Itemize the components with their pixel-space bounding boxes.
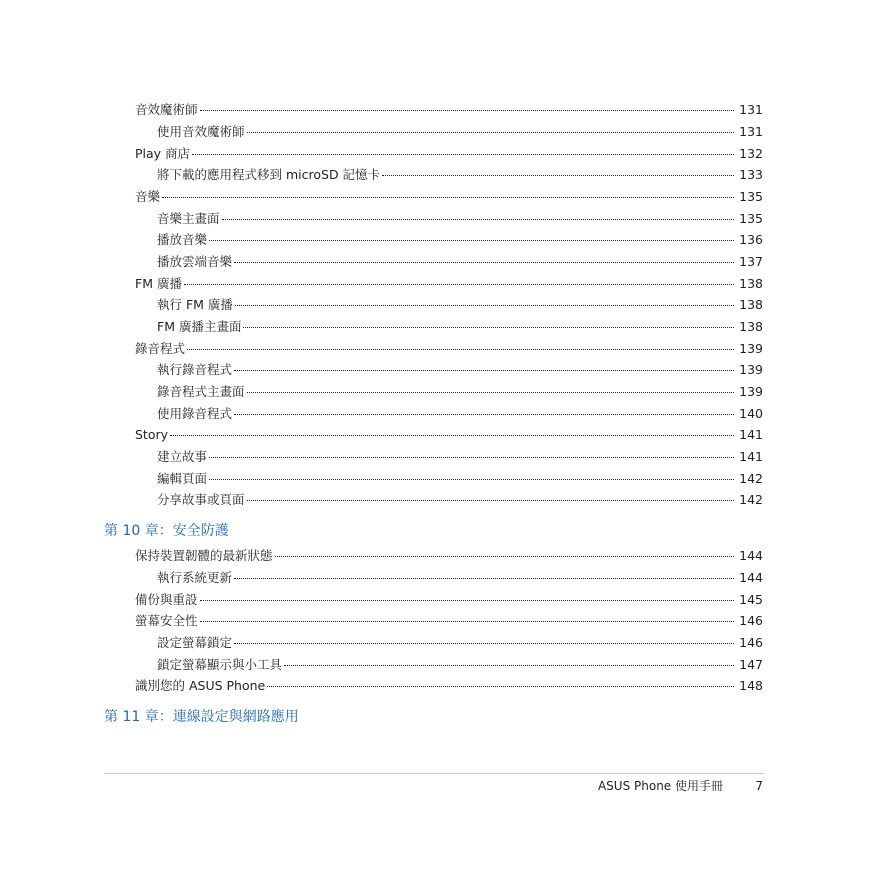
toc-entry-page: 146 [739, 635, 763, 650]
dot-leader [184, 284, 734, 285]
dot-leader [234, 414, 734, 415]
dot-leader [243, 327, 734, 328]
dot-leader [200, 110, 734, 111]
toc-entry[interactable] [157, 490, 763, 510]
toc-entry-page: 148 [739, 678, 763, 693]
toc-entry-page: 139 [739, 384, 763, 399]
toc-entry[interactable] [135, 187, 763, 207]
toc-entry-label: 播放音樂 [157, 232, 208, 247]
toc-entry-label: 保持裝置韌體的最新狀態 [135, 548, 273, 563]
dot-leader [284, 665, 734, 666]
toc-entry-page: 145 [739, 592, 763, 607]
toc-entry-label: FM 廣播 [135, 276, 182, 291]
toc-entry-page: 135 [739, 189, 763, 204]
dot-leader [200, 621, 734, 622]
dot-leader [222, 219, 734, 220]
toc-entry-page: 135 [739, 211, 763, 226]
chapter-heading[interactable]: 第 11 章：連線設定與網路應用 [104, 709, 299, 725]
toc-entry-label: 分享故事或頁面 [157, 492, 245, 507]
toc-entry-page: 131 [739, 124, 763, 139]
toc-entry[interactable] [135, 611, 763, 631]
toc-entry-label: 設定螢幕鎖定 [157, 635, 233, 650]
dot-leader [235, 305, 734, 306]
toc-entry[interactable] [135, 546, 763, 566]
toc-entry[interactable] [157, 360, 763, 380]
toc-entry-page: 136 [739, 232, 763, 247]
dot-leader [234, 262, 734, 263]
toc-entry-label: 備份與重設 [135, 592, 198, 607]
toc-entry[interactable] [157, 447, 763, 467]
toc-entry-label: 播放雲端音樂 [157, 254, 233, 269]
toc-entry[interactable] [157, 568, 763, 588]
dot-leader [234, 643, 734, 644]
toc-entry[interactable] [157, 317, 763, 337]
dot-leader [247, 132, 734, 133]
dot-leader [275, 556, 734, 557]
dot-leader [209, 240, 734, 241]
toc-entry-page: 139 [739, 341, 763, 356]
toc-entry-label: 將下載的應用程式移到 microSD 記憶卡 [157, 167, 381, 182]
dot-leader [247, 500, 734, 501]
toc-entry-label: 音樂主畫面 [157, 211, 220, 226]
footer-divider [104, 773, 764, 774]
toc-entry-page: 138 [739, 319, 763, 334]
toc-entry-page: 138 [739, 297, 763, 312]
toc-entry[interactable] [157, 209, 763, 229]
toc-entry[interactable] [157, 404, 763, 424]
toc-entry-label: 使用音效魔術師 [157, 124, 245, 139]
toc-entry[interactable] [135, 100, 763, 120]
toc-entry[interactable] [157, 382, 763, 402]
toc-entry-page: 141 [739, 427, 763, 442]
dot-leader [192, 154, 734, 155]
toc-entry[interactable] [157, 655, 763, 675]
footer-manual-title: ASUS Phone 使用手冊 [597, 779, 723, 793]
toc-entry[interactable] [135, 590, 763, 610]
toc-entry-label: 錄音程式 [135, 341, 186, 356]
dot-leader [162, 197, 734, 198]
toc-entry-label: 鎖定螢幕顯示與小工具 [157, 657, 283, 672]
toc-entry[interactable] [157, 252, 763, 272]
dot-leader [234, 578, 734, 579]
toc-entry[interactable] [157, 295, 763, 315]
toc-entry-page: 142 [739, 492, 763, 507]
toc-entry-label: FM 廣播主畫面 [157, 319, 242, 334]
toc-entry[interactable] [135, 274, 763, 294]
toc-entry-page: 146 [739, 613, 763, 628]
toc-entry[interactable] [157, 633, 763, 653]
toc-entry[interactable] [135, 339, 763, 359]
chapter-heading[interactable]: 第 10 章：安全防護 [104, 523, 229, 539]
toc-entry-page: 131 [739, 102, 763, 117]
toc-entry-page: 142 [739, 471, 763, 486]
toc-entry-label: 螢幕安全性 [135, 613, 198, 628]
toc-entry-label: 音樂 [135, 189, 161, 204]
dot-leader [170, 435, 734, 436]
toc-entry-page: 132 [739, 146, 763, 161]
toc-entry-page: 147 [739, 657, 763, 672]
dot-leader [187, 349, 734, 350]
toc-entry-label: Play 商店 [135, 146, 191, 161]
toc-entry-label: Story [135, 427, 169, 442]
toc-entry-label: 執行系統更新 [157, 570, 233, 585]
toc-entry[interactable] [135, 144, 763, 164]
toc-entry-page: 139 [739, 362, 763, 377]
toc-entry-page: 144 [739, 548, 763, 563]
dot-leader [200, 600, 734, 601]
footer-page-number: 7 [755, 779, 763, 793]
toc-entry[interactable] [157, 122, 763, 142]
dot-leader [382, 175, 734, 176]
dot-leader [247, 392, 734, 393]
toc-entry[interactable] [157, 230, 763, 250]
toc-entry-label: 編輯頁面 [157, 471, 208, 486]
toc-entry-page: 144 [739, 570, 763, 585]
toc-entry[interactable] [135, 676, 763, 696]
toc-entry-label: 音效魔術師 [135, 102, 198, 117]
dot-leader [209, 479, 734, 480]
toc-entry-label: 建立故事 [157, 449, 208, 464]
dot-leader [234, 370, 734, 371]
dot-leader [209, 457, 734, 458]
toc-entry-page: 138 [739, 276, 763, 291]
toc-entry-page: 133 [739, 167, 763, 182]
toc-entry-label: 執行 FM 廣播 [157, 297, 233, 312]
toc-entry-page: 137 [739, 254, 763, 269]
toc-entry-page: 141 [739, 449, 763, 464]
toc-entry-label: 使用錄音程式 [157, 406, 233, 421]
toc-entry-page: 140 [739, 406, 763, 421]
dot-leader [267, 686, 734, 687]
toc-entry[interactable] [135, 425, 763, 445]
toc-entry-label: 識別您的 ASUS Phone [135, 678, 266, 693]
toc-entry-label: 錄音程式主畫面 [157, 384, 245, 399]
toc-entry[interactable] [157, 469, 763, 489]
toc-entry-label: 執行錄音程式 [157, 362, 233, 377]
toc-entry[interactable] [157, 165, 763, 185]
